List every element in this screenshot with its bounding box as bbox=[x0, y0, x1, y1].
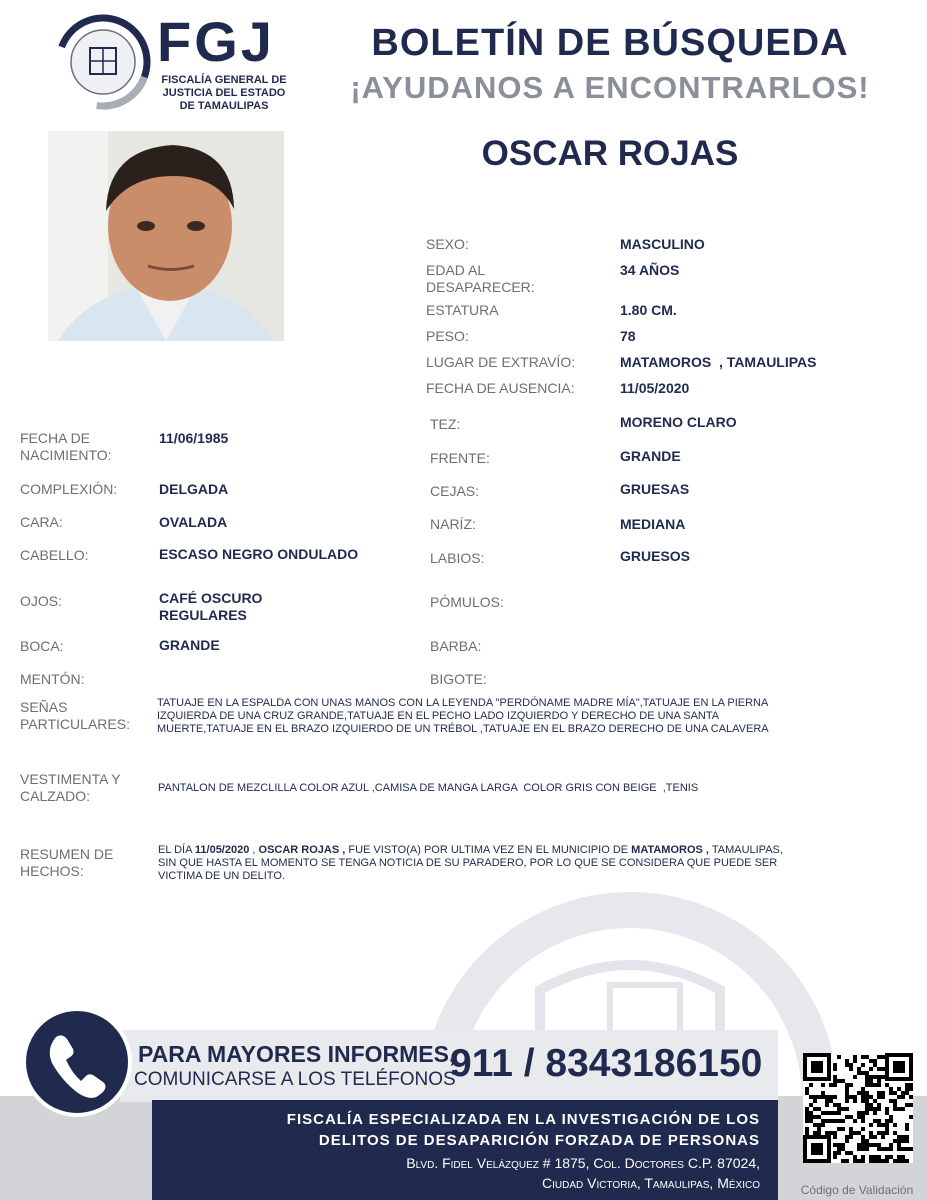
barba-label: BARBA: bbox=[430, 638, 482, 654]
labios-value: GRUESOS bbox=[620, 548, 691, 564]
logo-line-1: FISCALÍA GENERAL DE bbox=[161, 74, 287, 86]
fgj-logo bbox=[55, 10, 295, 114]
vestimenta-label-2: CALZADO: bbox=[20, 788, 91, 804]
qr-code[interactable] bbox=[803, 1053, 913, 1163]
ojos-value-2: REGULARES bbox=[159, 607, 247, 623]
edad-label: EDAD AL bbox=[426, 262, 486, 278]
resumen-line-1 bbox=[158, 844, 783, 857]
cejas-value: GRUESAS bbox=[620, 481, 690, 497]
logo-line-3: DE TAMAULIPAS bbox=[179, 100, 269, 112]
resumen-label-2: HECHOS: bbox=[20, 863, 84, 879]
senas-label-2: PARTICULARES: bbox=[20, 716, 130, 732]
peso-label: PESO: bbox=[426, 328, 469, 344]
fecha-ausencia-value: 11/05/2020 bbox=[620, 380, 690, 396]
cabello-label: CABELLO: bbox=[20, 547, 89, 563]
fecha-ausencia-label: FECHA DE AUSENCIA: bbox=[426, 380, 575, 396]
resumen-text: FUE VISTO(A) POR ULTIMA VEZ EN EL MUNICIPIO DE bbox=[345, 844, 632, 856]
complexion-label: COMPLEXIÓN: bbox=[20, 481, 118, 497]
sexo-label: SEXO: bbox=[426, 236, 469, 252]
bulletin-title: BOLETÍN DE BÚSQUEDA bbox=[371, 22, 849, 64]
resumen-name: OSCAR ROJAS , bbox=[258, 844, 346, 856]
senas-line-3: MUERTE,TATUAJE EN EL BRAZO IZQUIERDO DE UN TRÉBOL ,TATUAJE EN EL BRAZO DERECHO DE UNA CALAVERA bbox=[157, 723, 769, 735]
frente-label: FRENTE: bbox=[430, 450, 490, 466]
address-line-1: Blvd. Fidel Velázquez # 1875, Col. Doctores C.P. 87024, bbox=[406, 1155, 760, 1171]
fiscalia-line-2: DELITOS DE DESAPARICIÓN FORZADA DE PERSONAS bbox=[318, 1132, 760, 1149]
edad-value: 34 AÑOS bbox=[620, 262, 680, 278]
resumen-text: EL DÍA bbox=[158, 844, 195, 856]
logo-line-2: JUSTICIA DEL ESTADO bbox=[162, 87, 286, 99]
pomulos-label: PÓMULOS: bbox=[430, 594, 504, 610]
resumen-city: MATAMOROS , bbox=[631, 844, 709, 856]
estatura-value: 1.80 CM. bbox=[620, 302, 677, 318]
resumen-label: RESUMEN DE bbox=[20, 846, 114, 862]
phone-numbers: 911 / 8343186150 bbox=[450, 1042, 763, 1085]
lugar-label: LUGAR DE EXTRAVÍO: bbox=[426, 354, 576, 370]
sexo-value: MASCULINO bbox=[620, 236, 705, 252]
senas-line-1: TATUAJE EN LA ESPALDA CON UNAS MANOS CON LA LEYENDA "PERDÓNAME MADRE MÍA",TATUAJE EN LA PIERNA bbox=[157, 697, 769, 709]
ojos-value: CAFÉ OSCURO bbox=[159, 590, 263, 606]
frente-value: GRANDE bbox=[620, 448, 681, 464]
qr-caption: Código de Validación bbox=[800, 1183, 914, 1197]
menton-label: MENTÓN: bbox=[20, 671, 85, 687]
senas-line-2: IZQUIERDA DE UNA CRUZ GRANDE,TATUAJE EN EL PECHO LADO IZQUIERDO Y DERECHO DE UNA SANTA bbox=[157, 710, 720, 722]
logo-seal-icon bbox=[55, 14, 151, 110]
bigote-label: BIGOTE: bbox=[430, 671, 487, 687]
estatura-label: ESTATURA bbox=[426, 302, 499, 318]
vestimenta-text: PANTALON DE MEZCLILLA COLOR AZUL ,CAMISA DE MANGA LARGA COLOR GRIS CON BEIGE ,TENIS bbox=[158, 782, 699, 794]
cara-value: OVALADA bbox=[159, 514, 228, 530]
boca-value: GRANDE bbox=[159, 637, 220, 653]
complexion-value: DELGADA bbox=[159, 481, 229, 497]
fiscalia-line-1: FISCALÍA ESPECIALIZADA EN LA INVESTIGACIÓN DE LOS bbox=[286, 1111, 760, 1128]
logo-acronym: FGJ bbox=[157, 10, 275, 73]
tez-label: TEZ: bbox=[430, 416, 461, 432]
nacimiento-label-2: NACIMIENTO: bbox=[20, 447, 112, 463]
cejas-label: CEJAS: bbox=[430, 483, 480, 499]
boca-label: BOCA: bbox=[20, 638, 64, 654]
nariz-value: MEDIANA bbox=[620, 516, 686, 532]
tez-value: MORENO CLARO bbox=[620, 414, 737, 430]
phone-circle bbox=[22, 1007, 132, 1117]
phone-icon bbox=[26, 1011, 128, 1113]
resumen-line-3: VICTIMA DE UN DELITO. bbox=[158, 870, 285, 882]
lugar-value: MATAMOROS , TAMAULIPAS bbox=[620, 354, 817, 370]
qr-code-icon bbox=[803, 1053, 913, 1163]
comunicarse-text: COMUNICARSE A LOS TELÉFONOS bbox=[134, 1069, 456, 1090]
informes-text: PARA MAYORES INFORMES, bbox=[138, 1041, 456, 1067]
resumen-date: 11/05/2020 bbox=[194, 844, 250, 856]
person-name: OSCAR ROJAS bbox=[481, 134, 739, 173]
nariz-label: NARÍZ: bbox=[430, 516, 476, 532]
nacimiento-value: 11/06/1985 bbox=[159, 430, 229, 446]
labios-label: LABIOS: bbox=[430, 550, 485, 566]
edad-label-2: DESAPARECER: bbox=[426, 279, 535, 295]
cara-label: CARA: bbox=[20, 514, 63, 530]
vestimenta-label: VESTIMENTA Y bbox=[20, 771, 121, 787]
cabello-value: ESCASO NEGRO ONDULADO bbox=[159, 546, 359, 562]
ojos-label: OJOS: bbox=[20, 593, 63, 609]
resumen-line-2: SIN QUE HASTA EL MOMENTO SE TENGA NOTICIA DE SU PARADERO, POR LO QUE SE CONSIDERA QUE PUEDE SER bbox=[158, 857, 778, 869]
bulletin-subtitle: ¡AYUDANOS A ENCONTRARLOS! bbox=[350, 70, 870, 105]
person-photo-image bbox=[48, 131, 284, 341]
person-photo bbox=[48, 131, 284, 341]
senas-label: SEÑAS bbox=[20, 699, 68, 715]
resumen-text: , bbox=[249, 844, 259, 856]
peso-value: 78 bbox=[620, 328, 636, 344]
address-line-2: Ciudad Victoria, Tamaulipas, México bbox=[542, 1175, 760, 1191]
resumen-text: TAMAULIPAS, bbox=[708, 844, 783, 856]
nacimiento-label: FECHA DE bbox=[20, 430, 91, 446]
